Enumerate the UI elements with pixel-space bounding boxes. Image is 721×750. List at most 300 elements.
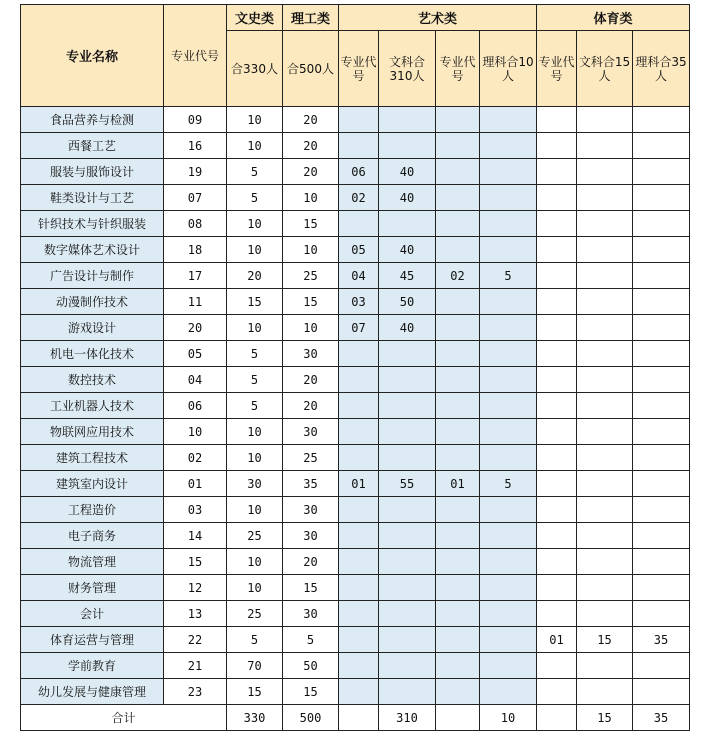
cell-major-name: 建筑工程技术 (21, 445, 164, 471)
cell-sport-code (537, 341, 577, 367)
total-sport-code (537, 705, 577, 731)
cell-art-like (480, 419, 537, 445)
cell-sport-code (537, 601, 577, 627)
cell-sport-like: 35 (633, 627, 690, 653)
cell-art-wenke (379, 575, 436, 601)
cell-art-code1 (339, 445, 379, 471)
cell-sport-like (633, 601, 690, 627)
cell-art-code1 (339, 523, 379, 549)
cell-art-code2 (436, 627, 480, 653)
cell-art-code1 (339, 341, 379, 367)
cell-sport-wenke (577, 601, 633, 627)
cell-sport-code (537, 367, 577, 393)
cell-sport-like (633, 549, 690, 575)
cell-art-wenke (379, 393, 436, 419)
cell-art-code2 (436, 679, 480, 705)
cell-art-like (480, 627, 537, 653)
cell-major-code: 09 (164, 107, 227, 133)
cell-sport-like (633, 497, 690, 523)
cell-art-like (480, 575, 537, 601)
cell-art-code2 (436, 211, 480, 237)
cell-major-code: 18 (164, 237, 227, 263)
header-ligong-total: 合500人 (283, 31, 339, 107)
cell-ligong: 25 (283, 445, 339, 471)
cell-art-code2 (436, 367, 480, 393)
cell-ligong: 30 (283, 523, 339, 549)
table-row (21, 159, 690, 185)
cell-major-name: 机电一体化技术 (21, 341, 164, 367)
cell-sport-code (537, 159, 577, 185)
cell-ligong: 15 (283, 575, 339, 601)
cell-art-like (480, 289, 537, 315)
cell-major-name: 工业机器人技术 (21, 393, 164, 419)
cell-art-like (480, 549, 537, 575)
cell-wenshi: 30 (227, 471, 283, 497)
cell-art-wenke: 40 (379, 237, 436, 263)
cell-sport-wenke (577, 549, 633, 575)
cell-art-code2 (436, 289, 480, 315)
total-art-wenke: 310 (379, 705, 436, 731)
header-sport-code: 专业代号 (537, 31, 577, 107)
cell-sport-like (633, 653, 690, 679)
cell-ligong: 15 (283, 211, 339, 237)
cell-art-wenke (379, 549, 436, 575)
cell-sport-wenke (577, 679, 633, 705)
table-row (21, 471, 690, 497)
table-row (21, 393, 690, 419)
table-row (21, 549, 690, 575)
cell-art-like (480, 107, 537, 133)
cell-ligong: 10 (283, 315, 339, 341)
cell-major-name: 针织技术与针织服装 (21, 211, 164, 237)
cell-wenshi: 5 (227, 341, 283, 367)
cell-art-code2 (436, 549, 480, 575)
cell-art-like (480, 523, 537, 549)
cell-art-code1: 06 (339, 159, 379, 185)
header-ligong: 理工类 (283, 5, 339, 31)
cell-major-code: 16 (164, 133, 227, 159)
cell-art-code2 (436, 497, 480, 523)
cell-wenshi: 25 (227, 523, 283, 549)
cell-art-wenke (379, 419, 436, 445)
cell-art-code2 (436, 419, 480, 445)
table-row (21, 211, 690, 237)
cell-sport-wenke (577, 445, 633, 471)
cell-sport-like (633, 211, 690, 237)
cell-ligong: 25 (283, 263, 339, 289)
cell-sport-wenke (577, 289, 633, 315)
cell-wenshi: 10 (227, 549, 283, 575)
cell-ligong: 10 (283, 237, 339, 263)
cell-sport-like (633, 107, 690, 133)
cell-major-code: 23 (164, 679, 227, 705)
cell-major-code: 05 (164, 341, 227, 367)
cell-ligong: 30 (283, 601, 339, 627)
cell-art-code1: 02 (339, 185, 379, 211)
cell-art-code1: 07 (339, 315, 379, 341)
cell-wenshi: 70 (227, 653, 283, 679)
cell-wenshi: 10 (227, 497, 283, 523)
cell-sport-code (537, 315, 577, 341)
cell-major-code: 01 (164, 471, 227, 497)
cell-art-code1 (339, 211, 379, 237)
cell-art-like (480, 315, 537, 341)
cell-major-code: 15 (164, 549, 227, 575)
cell-sport-like (633, 315, 690, 341)
cell-sport-like (633, 237, 690, 263)
cell-art-code2: 02 (436, 263, 480, 289)
cell-art-code2 (436, 107, 480, 133)
table-row (21, 419, 690, 445)
cell-ligong: 20 (283, 107, 339, 133)
cell-ligong: 15 (283, 679, 339, 705)
header-wenshi-total: 合330人 (227, 31, 283, 107)
cell-major-code: 07 (164, 185, 227, 211)
header-art-code1: 专业代号 (339, 31, 379, 107)
cell-major-name: 工程造价 (21, 497, 164, 523)
cell-art-like: 5 (480, 471, 537, 497)
cell-art-wenke: 50 (379, 289, 436, 315)
cell-wenshi: 15 (227, 679, 283, 705)
table-row (21, 575, 690, 601)
cell-art-code1 (339, 367, 379, 393)
total-ligong: 500 (283, 705, 339, 731)
cell-major-name: 西餐工艺 (21, 133, 164, 159)
cell-sport-code (537, 393, 577, 419)
cell-art-like (480, 341, 537, 367)
header-art-wenke: 文科合310人 (379, 31, 436, 107)
cell-sport-like (633, 341, 690, 367)
cell-art-like (480, 211, 537, 237)
cell-art-code2 (436, 315, 480, 341)
total-art-code2 (436, 705, 480, 731)
cell-wenshi: 10 (227, 575, 283, 601)
table-row (21, 237, 690, 263)
cell-major-code: 17 (164, 263, 227, 289)
cell-sport-like (633, 419, 690, 445)
cell-art-code2 (436, 445, 480, 471)
cell-major-name: 幼儿发展与健康管理 (21, 679, 164, 705)
cell-sport-code (537, 185, 577, 211)
cell-sport-like (633, 289, 690, 315)
table-row (21, 679, 690, 705)
cell-art-wenke (379, 523, 436, 549)
cell-ligong: 10 (283, 185, 339, 211)
cell-art-code2 (436, 575, 480, 601)
cell-sport-like (633, 575, 690, 601)
cell-sport-like (633, 159, 690, 185)
header-major-code: 专业代号 (164, 5, 227, 107)
cell-wenshi: 5 (227, 393, 283, 419)
cell-major-code: 03 (164, 497, 227, 523)
table-row (21, 497, 690, 523)
cell-wenshi: 10 (227, 315, 283, 341)
cell-major-name: 物流管理 (21, 549, 164, 575)
cell-sport-wenke (577, 497, 633, 523)
cell-sport-wenke: 15 (577, 627, 633, 653)
cell-major-code: 04 (164, 367, 227, 393)
cell-sport-wenke (577, 185, 633, 211)
cell-ligong: 20 (283, 133, 339, 159)
cell-art-wenke (379, 601, 436, 627)
header-art-code2: 专业代号 (436, 31, 480, 107)
cell-art-wenke: 40 (379, 315, 436, 341)
cell-art-code1 (339, 549, 379, 575)
cell-sport-wenke (577, 471, 633, 497)
cell-major-code: 22 (164, 627, 227, 653)
cell-wenshi: 10 (227, 419, 283, 445)
cell-major-name: 体育运营与管理 (21, 627, 164, 653)
cell-major-code: 19 (164, 159, 227, 185)
cell-art-wenke: 55 (379, 471, 436, 497)
cell-art-code1 (339, 419, 379, 445)
cell-ligong: 20 (283, 393, 339, 419)
cell-sport-wenke (577, 523, 633, 549)
cell-major-code: 02 (164, 445, 227, 471)
cell-major-name: 广告设计与制作 (21, 263, 164, 289)
cell-art-wenke (379, 211, 436, 237)
cell-art-wenke: 40 (379, 185, 436, 211)
cell-art-wenke: 45 (379, 263, 436, 289)
cell-sport-code (537, 549, 577, 575)
cell-art-code2 (436, 393, 480, 419)
cell-wenshi: 25 (227, 601, 283, 627)
enrollment-table (20, 4, 690, 731)
cell-major-code: 21 (164, 653, 227, 679)
cell-sport-code (537, 289, 577, 315)
cell-sport-wenke (577, 419, 633, 445)
cell-art-code2 (436, 159, 480, 185)
cell-major-name: 数控技术 (21, 367, 164, 393)
cell-ligong: 30 (283, 497, 339, 523)
cell-sport-like (633, 679, 690, 705)
cell-wenshi: 10 (227, 107, 283, 133)
cell-sport-code: 01 (537, 627, 577, 653)
cell-sport-like (633, 367, 690, 393)
cell-art-code2 (436, 341, 480, 367)
cell-wenshi: 5 (227, 367, 283, 393)
cell-art-like (480, 445, 537, 471)
cell-major-name: 学前教育 (21, 653, 164, 679)
cell-major-code: 20 (164, 315, 227, 341)
cell-ligong: 30 (283, 341, 339, 367)
cell-art-like (480, 497, 537, 523)
cell-major-name: 电子商务 (21, 523, 164, 549)
table-row (21, 133, 690, 159)
cell-art-code1 (339, 393, 379, 419)
total-wenshi: 330 (227, 705, 283, 731)
cell-art-code1 (339, 497, 379, 523)
cell-wenshi: 10 (227, 211, 283, 237)
total-art-code1 (339, 705, 379, 731)
cell-sport-code (537, 237, 577, 263)
cell-sport-like (633, 445, 690, 471)
cell-ligong: 20 (283, 367, 339, 393)
cell-wenshi: 5 (227, 627, 283, 653)
cell-art-code2 (436, 133, 480, 159)
total-sport-wenke: 15 (577, 705, 633, 731)
cell-art-like (480, 367, 537, 393)
header-sport-like: 理科合35人 (633, 31, 690, 107)
cell-art-wenke (379, 445, 436, 471)
cell-art-like (480, 393, 537, 419)
cell-sport-code (537, 107, 577, 133)
cell-art-code1 (339, 107, 379, 133)
cell-art-like (480, 185, 537, 211)
cell-ligong: 20 (283, 549, 339, 575)
cell-sport-wenke (577, 653, 633, 679)
cell-sport-code (537, 133, 577, 159)
cell-ligong: 50 (283, 653, 339, 679)
cell-major-name: 数字媒体艺术设计 (21, 237, 164, 263)
cell-major-name: 游戏设计 (21, 315, 164, 341)
cell-major-code: 12 (164, 575, 227, 601)
cell-art-like (480, 679, 537, 705)
table-row (21, 445, 690, 471)
cell-sport-like (633, 393, 690, 419)
cell-sport-wenke (577, 159, 633, 185)
cell-art-code2 (436, 523, 480, 549)
table-row (21, 601, 690, 627)
cell-art-code2 (436, 237, 480, 263)
table-body (21, 107, 690, 705)
cell-major-code: 13 (164, 601, 227, 627)
cell-sport-wenke (577, 211, 633, 237)
cell-art-wenke (379, 367, 436, 393)
table-row (21, 367, 690, 393)
cell-art-code2 (436, 653, 480, 679)
cell-sport-code (537, 653, 577, 679)
cell-major-name: 建筑室内设计 (21, 471, 164, 497)
cell-major-name: 鞋类设计与工艺 (21, 185, 164, 211)
cell-sport-code (537, 419, 577, 445)
cell-ligong: 15 (283, 289, 339, 315)
cell-ligong: 5 (283, 627, 339, 653)
cell-sport-wenke (577, 237, 633, 263)
header-sport-wenke: 文科合15人 (577, 31, 633, 107)
cell-major-code: 11 (164, 289, 227, 315)
cell-art-wenke (379, 627, 436, 653)
cell-art-code1 (339, 679, 379, 705)
header-yishu: 艺术类 (339, 5, 537, 31)
table-row (21, 627, 690, 653)
cell-major-name: 食品营养与检测 (21, 107, 164, 133)
table-row (21, 185, 690, 211)
cell-sport-code (537, 471, 577, 497)
cell-major-name: 物联网应用技术 (21, 419, 164, 445)
table-row (21, 523, 690, 549)
cell-sport-like (633, 263, 690, 289)
cell-sport-wenke (577, 341, 633, 367)
table-row (21, 315, 690, 341)
cell-major-name: 财务管理 (21, 575, 164, 601)
cell-major-code: 14 (164, 523, 227, 549)
cell-art-code1 (339, 627, 379, 653)
cell-art-wenke (379, 341, 436, 367)
header-tiyu: 体育类 (537, 5, 690, 31)
cell-art-like (480, 159, 537, 185)
cell-sport-like (633, 185, 690, 211)
cell-ligong: 30 (283, 419, 339, 445)
cell-sport-like (633, 133, 690, 159)
cell-sport-code (537, 263, 577, 289)
cell-wenshi: 20 (227, 263, 283, 289)
table-row (21, 341, 690, 367)
cell-ligong: 20 (283, 159, 339, 185)
table-row (21, 263, 690, 289)
cell-sport-code (537, 679, 577, 705)
cell-art-code1: 03 (339, 289, 379, 315)
cell-major-code: 10 (164, 419, 227, 445)
cell-art-code2: 01 (436, 471, 480, 497)
cell-art-code1: 04 (339, 263, 379, 289)
cell-art-like (480, 133, 537, 159)
cell-sport-wenke (577, 367, 633, 393)
cell-art-like (480, 601, 537, 627)
cell-wenshi: 10 (227, 237, 283, 263)
cell-sport-wenke (577, 393, 633, 419)
cell-sport-wenke (577, 315, 633, 341)
cell-major-code: 06 (164, 393, 227, 419)
cell-art-wenke (379, 497, 436, 523)
cell-art-like: 5 (480, 263, 537, 289)
cell-major-code: 08 (164, 211, 227, 237)
total-row (21, 705, 690, 731)
cell-art-code1: 01 (339, 471, 379, 497)
cell-art-like (480, 653, 537, 679)
cell-sport-wenke (577, 107, 633, 133)
total-label: 合计 (21, 705, 227, 731)
table-row (21, 289, 690, 315)
cell-art-wenke: 40 (379, 159, 436, 185)
cell-art-wenke (379, 133, 436, 159)
header-art-like: 理科合10人 (480, 31, 537, 107)
cell-art-code1 (339, 653, 379, 679)
cell-art-wenke (379, 653, 436, 679)
cell-art-code1: 05 (339, 237, 379, 263)
cell-major-name: 服装与服饰设计 (21, 159, 164, 185)
cell-art-code1 (339, 133, 379, 159)
cell-major-name: 会计 (21, 601, 164, 627)
cell-sport-code (537, 211, 577, 237)
cell-sport-wenke (577, 133, 633, 159)
header-major-name: 专业名称 (21, 5, 164, 107)
cell-art-wenke (379, 107, 436, 133)
cell-wenshi: 5 (227, 159, 283, 185)
cell-wenshi: 15 (227, 289, 283, 315)
cell-sport-like (633, 523, 690, 549)
cell-wenshi: 10 (227, 133, 283, 159)
cell-sport-code (537, 497, 577, 523)
cell-art-wenke (379, 679, 436, 705)
header-wenshi: 文史类 (227, 5, 283, 31)
table-row (21, 107, 690, 133)
cell-ligong: 35 (283, 471, 339, 497)
cell-sport-wenke (577, 575, 633, 601)
total-art-like: 10 (480, 705, 537, 731)
table-row (21, 653, 690, 679)
cell-sport-code (537, 575, 577, 601)
cell-sport-wenke (577, 263, 633, 289)
cell-art-like (480, 237, 537, 263)
cell-wenshi: 5 (227, 185, 283, 211)
cell-art-code1 (339, 601, 379, 627)
total-sport-like: 35 (633, 705, 690, 731)
cell-major-name: 动漫制作技术 (21, 289, 164, 315)
cell-wenshi: 10 (227, 445, 283, 471)
cell-art-code2 (436, 185, 480, 211)
cell-art-code1 (339, 575, 379, 601)
